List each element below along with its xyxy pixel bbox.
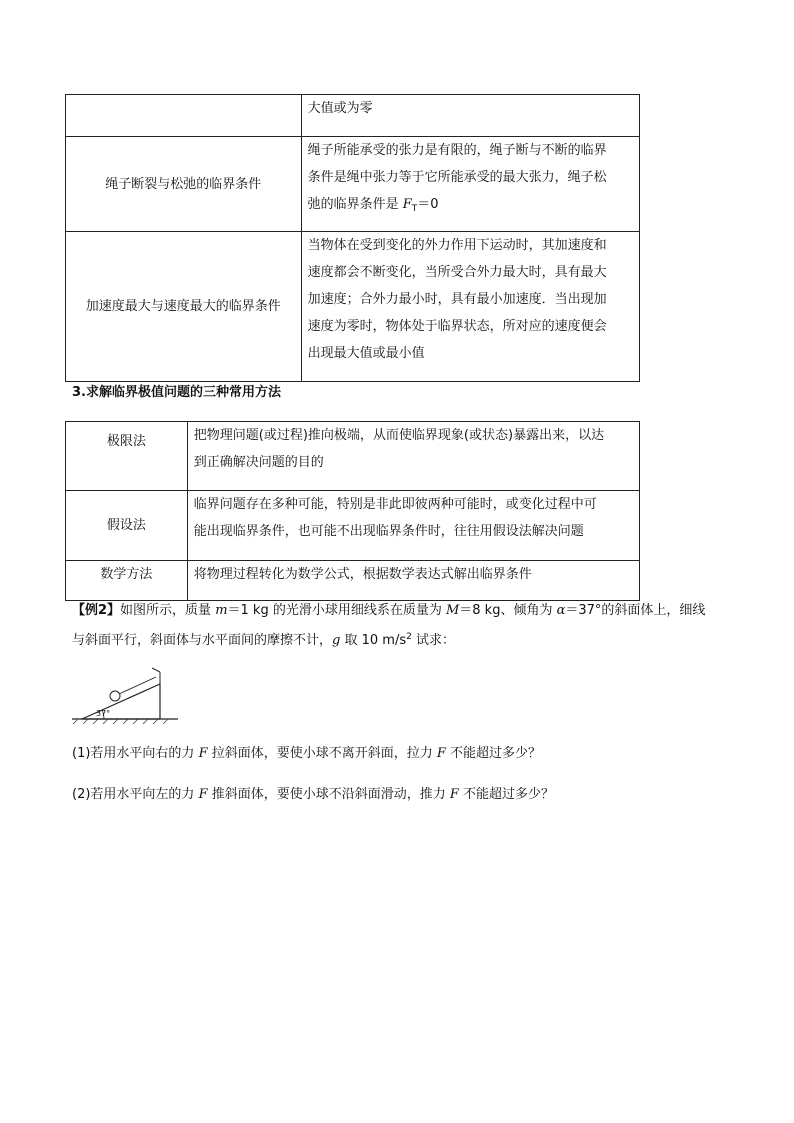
question-2: [72, 782, 732, 808]
text-line: 到正确解决问题的目的: [193, 455, 324, 470]
variable-M: M: [445, 603, 460, 618]
table-cell-text: [187, 561, 639, 601]
text-fragment: (2)若用水平向左的力: [72, 787, 199, 802]
table-cell-text: [187, 422, 639, 491]
table-cell-text: [301, 137, 639, 232]
text-fragment: 与斜面平行，斜面体与水平面间的摩擦不计，: [72, 633, 333, 648]
table-cell-text: [301, 95, 639, 137]
text-fragment: ＝37°的斜面体上，细线: [565, 603, 706, 618]
table-cell-label: 加速度最大与速度最大的临界条件: [66, 232, 302, 382]
ground-hatch: [73, 719, 168, 724]
text-line: 速度都会不断变化，当所受合外力最大时，具有最大: [307, 265, 607, 280]
text-line: 绳子所能承受的张力是有限的，绳子断与不断的临界: [307, 143, 607, 158]
superscript-2: 2: [406, 632, 412, 642]
table-cell-label: 假设法: [66, 491, 188, 561]
example-tag: 【例2】: [72, 603, 121, 618]
wedge-top-arm: [152, 668, 160, 672]
table-cell-label: [66, 95, 302, 137]
variable-F: F: [449, 787, 459, 802]
table-cell-text: [301, 232, 639, 382]
subscript-T: T: [411, 204, 418, 214]
table-cell-label: 极限法: [66, 422, 188, 491]
text-line: 将物理过程转化为数学公式，根据数学表达式解出临界条件: [193, 567, 532, 582]
text-fragment: ＝8 kg、倾角为: [459, 603, 557, 618]
text-line: 条件是绳中张力等于它所能承受的最大张力，绳子松: [307, 170, 607, 185]
table-row: [66, 137, 640, 232]
text-fragment: 取 10 m/s: [340, 633, 407, 648]
text-fragment: ＝1 kg 的光滑小球用细线系在质量为: [227, 603, 446, 618]
angle-label: 37°: [96, 709, 111, 718]
variable-F: F: [198, 787, 208, 802]
text-fragment: 不能超过多少？: [445, 746, 542, 761]
table-row: [66, 491, 640, 561]
string-line: [119, 677, 156, 694]
table-row: [66, 561, 640, 601]
text-line: 把物理问题(或过程)推向极端，从而使临界现象(或状态)暴露出来，以达: [193, 428, 605, 443]
variable-F: F: [198, 746, 208, 761]
ball: [110, 691, 120, 701]
question-1: [72, 741, 732, 767]
methods-table: [65, 421, 640, 601]
text-line: 临界问题存在多种可能，特别是非此即彼两种可能时，或变化过程中可: [193, 497, 597, 512]
variable-alpha: α: [556, 603, 566, 618]
text-fragment: 试求：: [411, 633, 455, 648]
text-line: 出现最大值或最小值: [307, 346, 425, 361]
text-fragment: 弛的临界条件是: [307, 197, 403, 212]
text-line: [308, 191, 635, 223]
text-line: 加速度；合外力最小时，具有最小加速度．当出现加: [307, 292, 607, 307]
text-line: 大值或为零: [307, 101, 373, 116]
example-statement: [72, 598, 732, 654]
table-cell-label: 数学方法: [66, 561, 188, 601]
text-line: 能出现临界条件，也可能不出现临界条件时，往往用假设法解决问题: [193, 524, 584, 539]
table-row: [66, 232, 640, 382]
text-fragment: (1)若用水平向右的力: [72, 746, 199, 761]
variable-F: F: [402, 197, 412, 212]
variable-F: F: [436, 746, 446, 761]
table-cell-text: [187, 491, 639, 561]
incline-wedge: [82, 684, 160, 719]
text-fragment: 不能超过多少？: [458, 787, 555, 802]
text-fragment: ＝0: [417, 197, 439, 212]
section-heading: 3.求解临界极值问题的三种常用方法: [72, 385, 281, 400]
table-row: [66, 422, 640, 491]
variable-m: m: [215, 603, 228, 618]
critical-conditions-table: [65, 94, 640, 382]
incline-diagram: [70, 664, 180, 724]
text-fragment: 拉斜面体，要使小球不离开斜面，拉力: [207, 746, 437, 761]
text-line: 当物体在受到变化的外力作用下运动时，其加速度和: [307, 238, 607, 253]
text-fragment: 如图所示，质量: [120, 603, 216, 618]
variable-g: g: [332, 633, 341, 648]
table-row: [66, 95, 640, 137]
text-fragment: 推斜面体，要使小球不沿斜面滑动，推力: [207, 787, 450, 802]
text-line: 速度为零时，物体处于临界状态，所对应的速度便会: [307, 319, 607, 334]
table-cell-label: 绳子断裂与松弛的临界条件: [66, 137, 302, 232]
